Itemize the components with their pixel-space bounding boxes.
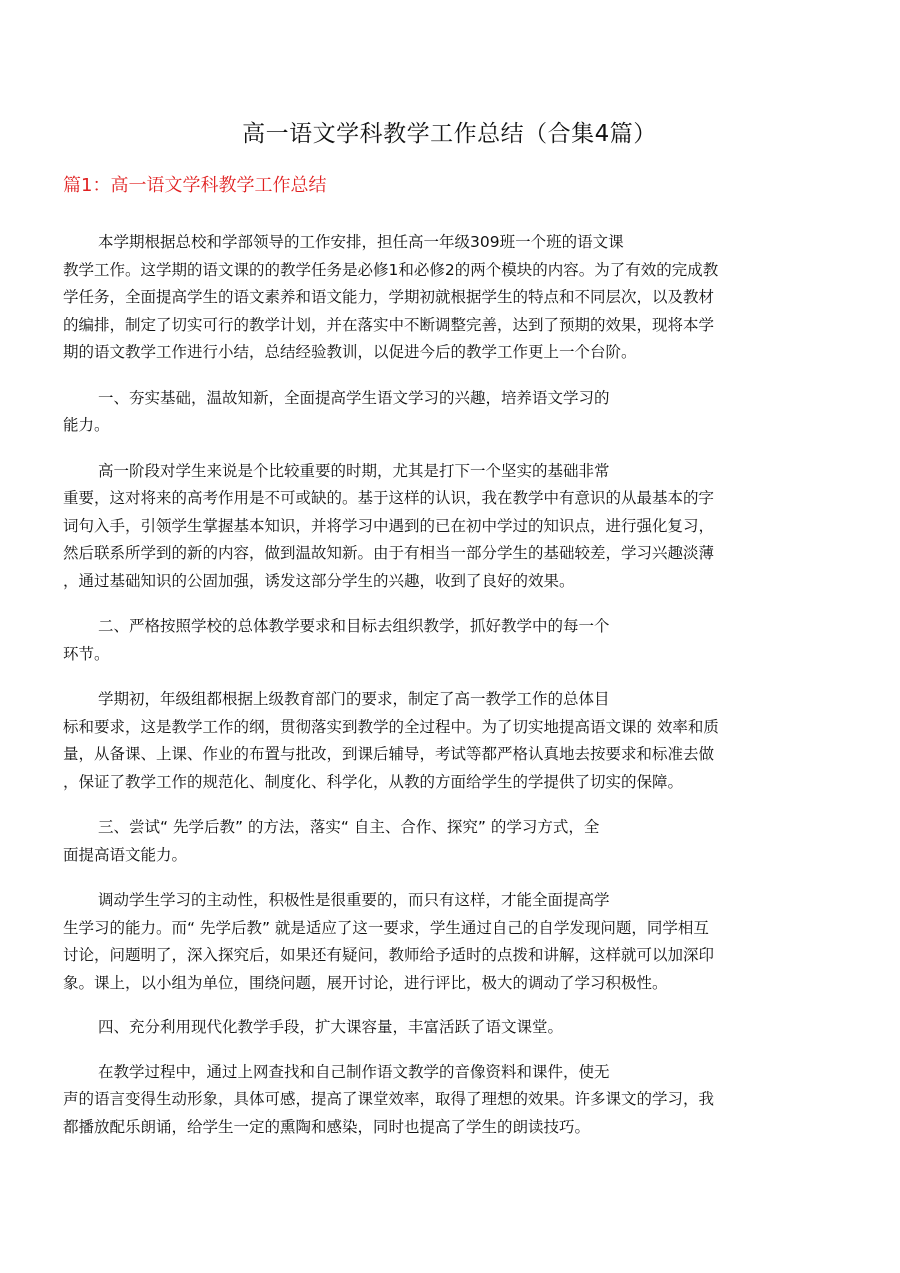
paragraph-line: 都播放配乐朗诵，给学生一定的熏陶和感染，同时也提高了学生的朗读技巧。 xyxy=(63,1117,591,1136)
document-title: 高一语文学科教学工作总结（合集4篇） xyxy=(242,121,657,147)
paragraph-line: 生学习的能力。而“ 先学后教” 就是适应了这一要求，学生通过自己的自学发现问题，同学相互 xyxy=(63,918,709,937)
paragraph-line: ，保证了教学工作的规范化、制度化、科学化，从教的方面给学生的学提供了切实的保障。 xyxy=(63,772,684,791)
paragraph-line: 高一阶段对学生来说是个比较重要的时期，尤其是打下一个坚实的基础非常 xyxy=(98,461,610,480)
section-title: 篇1：高一语文学科教学工作总结 xyxy=(63,175,327,196)
body-paragraph xyxy=(63,1059,836,1142)
paragraph-line: 学任务，全面提高学生的语文素养和语文能力，学期初就根据学生的特点和不同层次，以及教材 xyxy=(63,288,715,306)
paragraph-line: 四、充分利用现代化教学手段，扩大课容量，丰富活跃了语文课堂。 xyxy=(98,1018,564,1036)
subheading-paragraph xyxy=(63,814,836,869)
paragraph-line: 期的语文教学工作进行小结，总结经验教训，以促进今后的教学工作更上一个台阶。 xyxy=(63,343,637,361)
paragraph-line: 二、严格按照学校的总体教学要求和目标去组织教学，抓好教学中的每一个 xyxy=(98,617,610,635)
subheading-paragraph xyxy=(63,1014,836,1042)
paragraph-line: 学期初，年级组都根据上级教育部门的要求，制定了高一教学工作的总体目 xyxy=(98,690,610,708)
subheading-paragraph xyxy=(63,385,836,440)
paragraph-line: 调动学生学习的主动性，积极性是很重要的，而只有这样，才能全面提高学 xyxy=(98,891,610,909)
subheading-paragraph xyxy=(63,613,836,668)
paragraph-line: 量，从备课、上课、作业的布置与批改，到课后辅导，考试等都严格认真地去按要求和标准去做 xyxy=(63,745,715,763)
paragraph-line: 声的语言变得生动形象，具体可感，提高了课堂效率，取得了理想的效果。许多课文的学习，我 xyxy=(63,1090,715,1108)
paragraph-line: 标和要求，这是教学工作的纲，贯彻落实到教学的全过程中。为了切实地提高语文课的 效率和质 xyxy=(63,717,719,736)
paragraph-line: 然后联系所学到的新的内容，做到温故知新。由于有相当一部分学生的基础较差，学习兴趣淡薄 xyxy=(63,544,715,562)
paragraph-line: 的编排，制定了切实可行的教学计划，并在落实中不断调整完善，达到了预期的效果，现将本学 xyxy=(63,315,715,334)
paragraph-line: ，通过基础知识的公固加强，诱发这部分学生的兴趣，收到了良好的效果。 xyxy=(63,571,575,590)
paragraph-line: 在教学过程中，通过上网查找和自己制作语文教学的音像资料和课件，使无 xyxy=(98,1062,610,1081)
body-paragraph xyxy=(63,686,836,796)
body-paragraph xyxy=(63,229,836,367)
paragraph-line: 象。课上，以小组为单位，围绕问题，展开讨论，进行评比，极大的调动了学习积极性。 xyxy=(63,973,668,992)
paragraph-line: 词句入手，引领学生掌握基本知识，并将学习中遇到的已在初中学过的知识点，进行强化复习， xyxy=(63,516,715,535)
paragraph-line: 重要，这对将来的高考作用是不可或缺的。基于这样的认识，我在教学中有意识的从最基本的字 xyxy=(63,489,715,507)
paragraph-line: 面提高语文能力。 xyxy=(63,845,188,864)
paragraph-line: 能力。 xyxy=(63,416,110,434)
paragraph-line: 三、尝试“ 先学后教” 的方法，落实“ 自主、合作、探究” 的学习方式，全 xyxy=(98,818,600,836)
body-paragraph xyxy=(63,887,836,997)
body-paragraph xyxy=(63,458,836,596)
paragraph-line: 教学工作。这学期的语文课的的教学任务是必修1和必修2的两个模块的内容。为了有效的完成教 xyxy=(63,260,719,279)
paragraph-line: 环节。 xyxy=(63,644,110,663)
paragraph-line: 一、夯实基础，温故知新，全面提高学生语文学习的兴趣，培养语文学习的 xyxy=(98,388,610,407)
paragraph-line: 本学期根据总校和学部领导的工作安排，担任高一年级309班一个班的语文课 xyxy=(98,233,624,251)
paragraph-line: 讨论，问题明了，深入探究后，如果还有疑问，教师给予适时的点拨和讲解，这样就可以加深印 xyxy=(63,946,715,964)
